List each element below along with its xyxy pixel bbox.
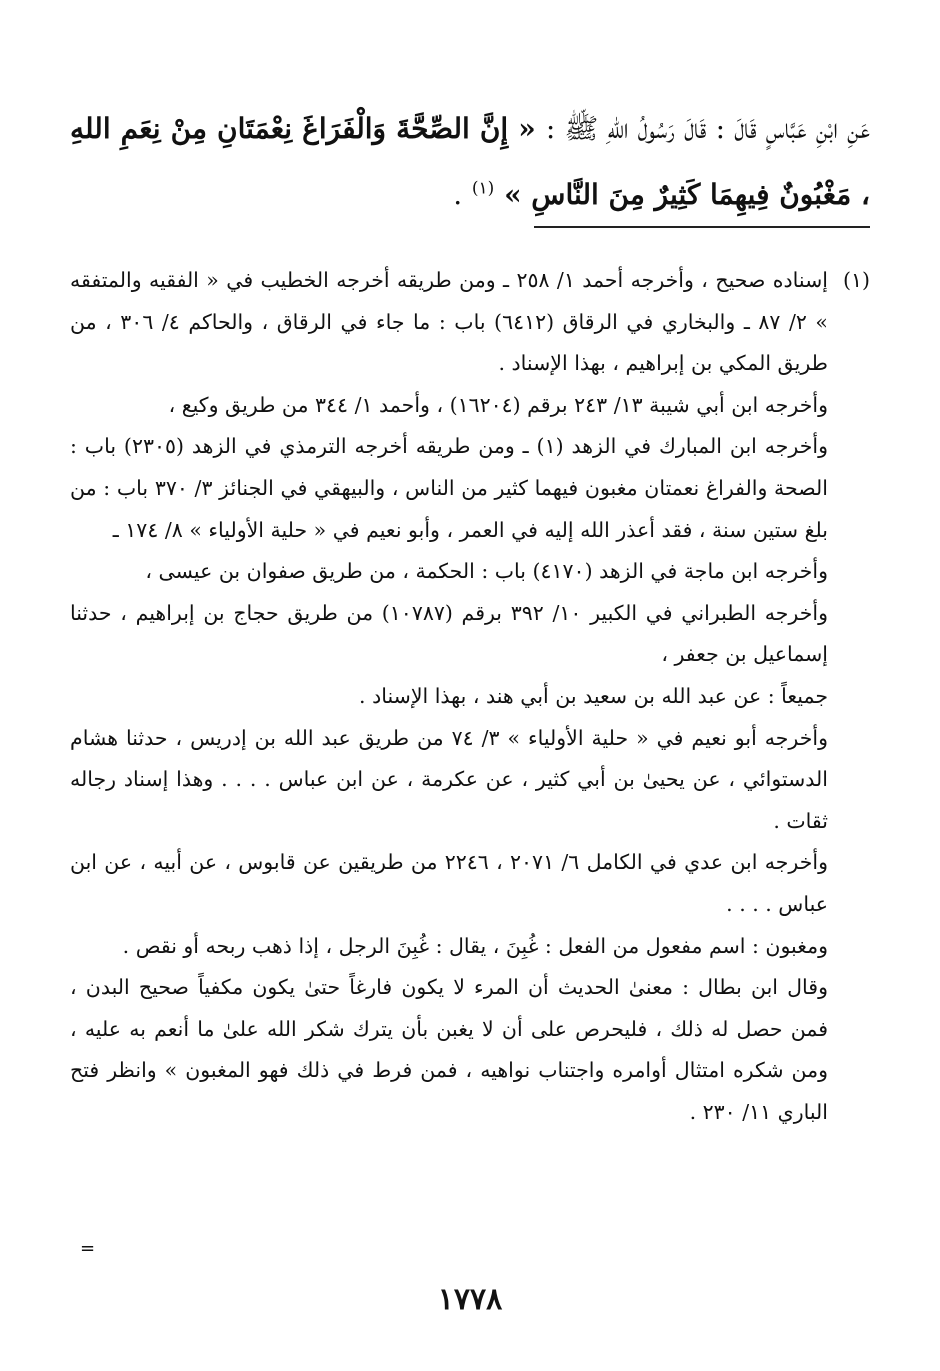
continuation-mark: =	[80, 1238, 96, 1259]
footnote-paragraph: وأخرجه ابن أبي شيبة ١٣/ ٢٤٣ برقم (١٦٢٠٤) ، وأحمد ١/ ٣٤٤ من طريق وكيع ،	[168, 392, 828, 417]
hadith-end-mark: .	[453, 178, 463, 211]
footnote-reference: (١)	[471, 178, 495, 199]
footnote-paragraph: وأخرجه الطبراني في الكبير ١٠/ ٣٩٢ برقم (١٠٧٨٧) من طريق حجاج بن إبراهيم ، حدثنا إسماعيل بن جعفر ،	[70, 600, 828, 667]
footnote-paragraph: وأخرجه ابن ماجة في الزهد (٤١٧٠) باب : الحكمة ، من طريق صفوان بن عيسى ،	[145, 559, 828, 584]
footnote-paragraph: جميعاً : عن عبد الله بن سعيد بن أبي هند ، بهذا الإسناد .	[359, 683, 828, 708]
hadith-quote: « إِنَّ الصِّحَّةَ وَالْفَرَاغَ نِعْمَتَانِ مِنْ نِعَمِ اللهِ ، مَغْبُونٌ فِيهِمَا كَثِيرٌ مِنَ النَّاسِ »	[70, 112, 870, 211]
footnote-paragraph: وأخرجه أبو نعيم في « حلية الأولياء » ٣/ ٧٤ من طريق عبد الله بن إدريس ، حدثنا هشام الدستوائي ، عن يحيىٰ بن أبي كثير ، عن عكرمة ، عن ابن عباس . . . . وهذا إسناد رجاله ثقات .	[70, 725, 828, 833]
footnote-number: (١)	[842, 268, 870, 292]
footnote-body	[70, 260, 828, 1133]
footnote-paragraph: وقال ابن بطال : معنىٰ الحديث أن المرء لا يكون فارغاً حتىٰ يكون مكفياً صحيح البدن ، فمن حصل له ذلك ، فليحرص على أن لا يغبن بأن يترك شكر الله علىٰ ما أنعم به عليه ، ومن شكره امتثال أوامره واجتناب نواهيه ، فمن فرط في ذلك فهو المغبون » وانظر فتح الباري ١١/ ٢٣٠ .	[70, 975, 828, 1124]
footnote-paragraph: إسناده صحيح ، وأخرجه أحمد ١/ ٢٥٨ ـ ومن طريقه أخرجه الخطيب في « الفقيه والمتفقه » ٢/ ٨٧ ـ والبخاري في الرقاق (٦٤١٢) باب : ما جاء في الرقاق ، والحاكم ٤/ ٣٠٦ ، من طريق المكي بن إبراهيم ، بهذا الإسناد .	[70, 268, 828, 376]
footnote-paragraph: وأخرجه ابن المبارك في الزهد (١) ـ ومن طريقه أخرجه الترمذي في الزهد (٢٣٠٥) باب : الصحة والفراغ نعمتان مغبون فيهما كثير من الناس ، والبيهقي في الجنائز ٣/ ٣٧٠ باب : من بلغ ستين سنة ، فقد أعذر الله إليه في العمر ، وأبو نعيم في « حلية الأولياء » ٨/ ١٧٤ ـ	[70, 434, 828, 542]
page-number: ١٧٧٨	[437, 1282, 503, 1317]
hadith-narrator-intro: عَنِ ابْنِ عَبَّاسٍ قَالَ : قَالَ رَسُولُ اللهِ ﷺ :	[545, 112, 871, 145]
footnotes	[70, 260, 870, 1133]
hadith-text	[70, 96, 870, 228]
footnote-paragraph: ومغبون : اسم مفعول من الفعل : غُبِنَ ، يقال : غُبِنَ الرجل ، إذا ذهب ربحه أو نقص .	[122, 933, 828, 958]
footnote-paragraph: وأخرجه ابن عدي في الكامل ٦/ ٢٠٧١ ، ٢٢٤٦ من طريقين عن قابوس ، عن أبيه ، عن ابن عباس . . . .	[70, 850, 828, 916]
footnote-divider	[534, 226, 870, 228]
